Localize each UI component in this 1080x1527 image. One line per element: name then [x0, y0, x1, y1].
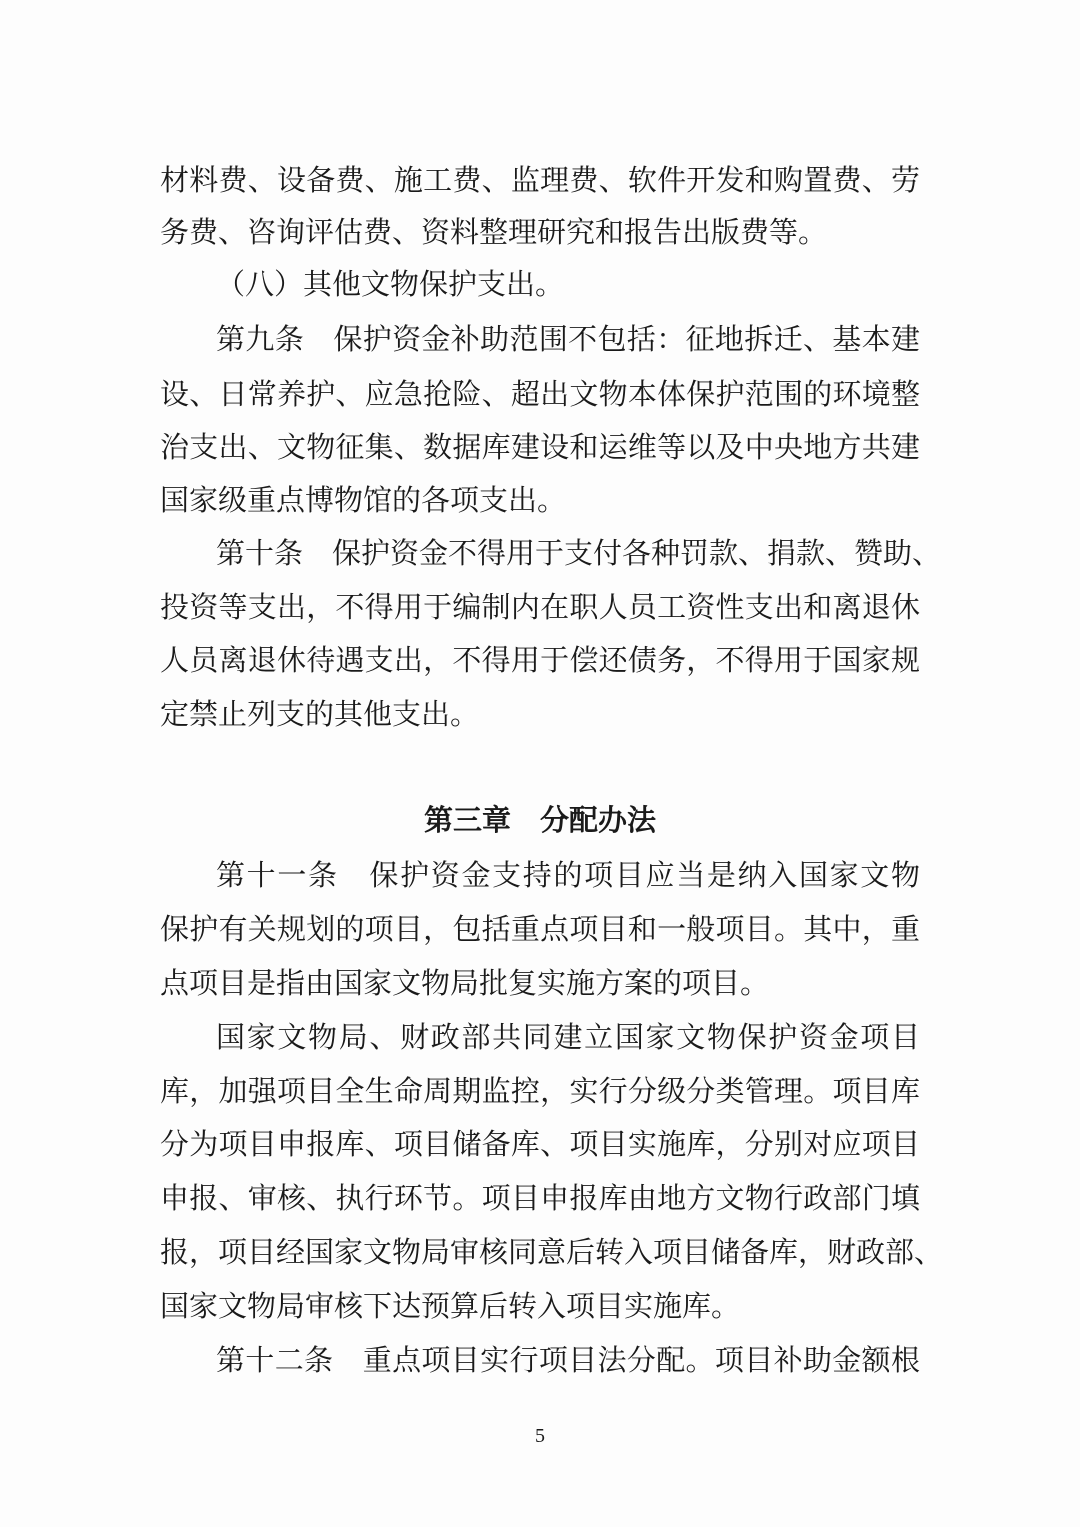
page-number: 5 — [535, 1425, 545, 1447]
text-line: 第十一条 保护资金支持的项目应当是纳入国家文物 — [216, 858, 920, 892]
chapter-title: 第三章 分配办法 — [423, 803, 656, 837]
text-line: 点项目是指由国家文物局批复实施方案的项目。 — [160, 966, 770, 1000]
text-line: 治支出、文物征集、数据库建设和运维等以及中央地方共建 — [160, 430, 920, 464]
text-line: 分为项目申报库、项目储备库、项目实施库，分别对应项目 — [160, 1127, 920, 1161]
text-line: 材料费、设备费、施工费、监理费、软件开发和购置费、劳 — [160, 163, 920, 197]
text-line: 申报、审核、执行环节。项目申报库由地方文物行政部门填 — [160, 1181, 920, 1215]
text-line: 第九条 保护资金补助范围不包括：征地拆迁、基本建 — [216, 322, 920, 356]
text-line: 保护有关规划的项目，包括重点项目和一般项目。其中，重 — [160, 912, 920, 946]
text-line: 第十二条 重点项目实行项目法分配。项目补助金额根 — [216, 1343, 920, 1377]
text-line: 国家文物局、财政部共同建立国家文物保护资金项目 — [216, 1020, 920, 1054]
text-line: 第十条 保护资金不得用于支付各种罚款、捐款、赞助、 — [216, 536, 942, 570]
text-line: 定禁止列支的其他支出。 — [160, 697, 480, 731]
text-line: 务费、咨询评估费、资料整理研究和报告出版费等。 — [160, 215, 828, 249]
text-line: 国家文物局审核下达预算后转入项目实施库。 — [160, 1289, 741, 1323]
text-line: 报，项目经国家文物局审核同意后转入项目储备库，财政部、 — [160, 1235, 944, 1269]
text-line: 设、日常养护、应急抢险、超出文物本体保护范围的环境整 — [160, 377, 920, 411]
text-line: 库，加强项目全生命周期监控，实行分级分类管理。项目库 — [160, 1074, 920, 1108]
text-line: 人员离退休待遇支出，不得用于偿还债务，不得用于国家规 — [160, 643, 920, 677]
text-line: 投资等支出，不得用于编制内在职人员工资性支出和离退休 — [160, 590, 920, 624]
text-line: 国家级重点博物馆的各项支出。 — [160, 483, 567, 517]
text-line: （八）其他文物保护支出。 — [216, 267, 565, 301]
